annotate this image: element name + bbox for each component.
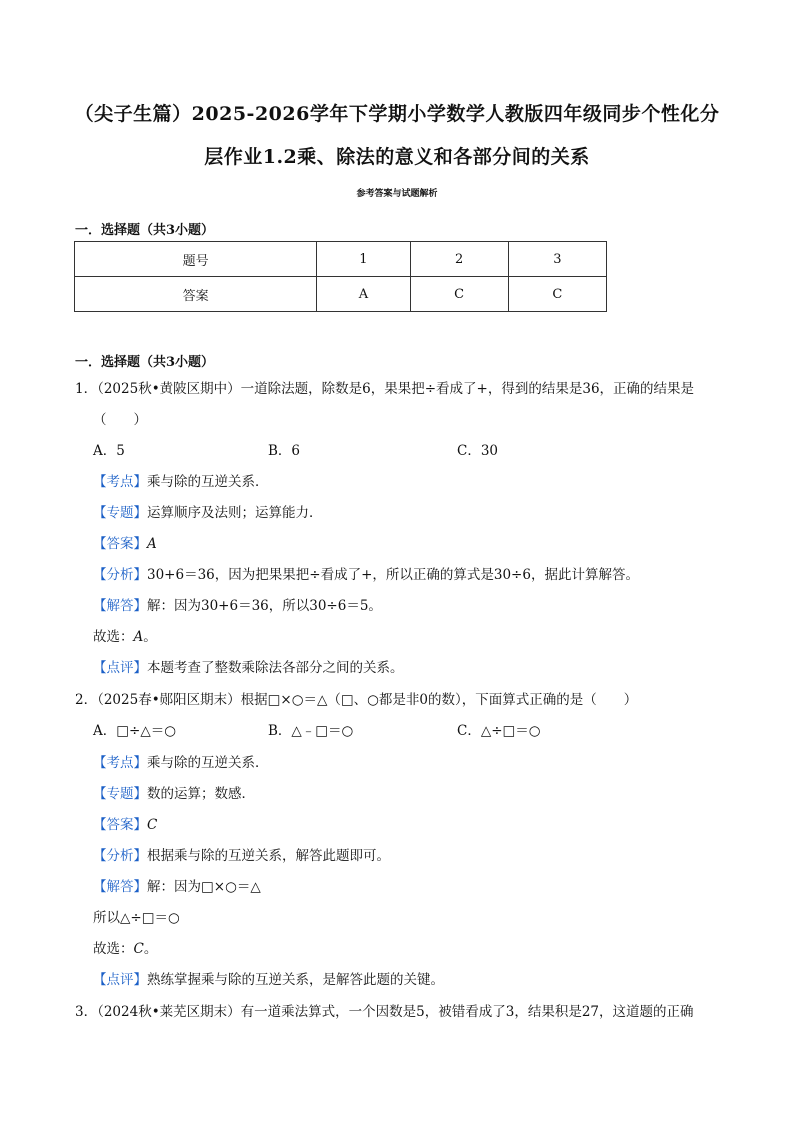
question-2-stem: 2．（2025春•郧阳区期末）根据□×○＝△（□、○都是非0的数），下面算式正确的是（ ）: [75, 692, 638, 708]
tag-label: 【点评】: [93, 660, 147, 676]
document-title-line2: 层作业1.2乘、除法的意义和各部分间的关系: [204, 146, 590, 168]
table-cell: 答案: [75, 277, 317, 312]
question-2-jieda: [93, 881, 261, 895]
kaodian-text: 乘与除的互逆关系．: [147, 474, 269, 490]
question-2-option-a: A．□÷△＝○: [93, 723, 176, 739]
section-heading-top: 一．选择题（共3小题）: [75, 223, 215, 238]
question-1-zhuanti: [93, 507, 323, 521]
table-cell: 2: [410, 242, 508, 277]
guxuan-letter: A: [133, 629, 144, 645]
kaodian-text: 乘与除的互逆关系．: [147, 755, 269, 771]
section-heading-detail: 一．选择题（共3小题）: [75, 355, 215, 370]
table-cell: C: [508, 277, 606, 312]
tag-label: 【解答】: [93, 879, 147, 895]
question-1-option-a: A．5: [93, 443, 125, 459]
question-1-dianping: [93, 662, 404, 676]
question-1-stem-paren: （ ）: [93, 412, 147, 428]
question-2-option-b: B．△﹣□＝○: [268, 723, 354, 739]
guxuan-suffix: 。: [143, 629, 157, 645]
question-2-jieda-line2: 所以△÷□＝○: [93, 910, 180, 926]
zhuanti-text: 数的运算；数感．: [147, 786, 255, 802]
guxuan-prefix: 故选：: [93, 629, 134, 645]
table-cell: 3: [508, 242, 606, 277]
question-1-option-c: C．30: [457, 443, 499, 459]
question-2-guxuan: [93, 943, 157, 957]
daan-text: C: [147, 817, 158, 833]
question-1-guxuan: [93, 631, 157, 645]
table-cell: 题号: [75, 242, 317, 277]
fenxi-text: 根据乘与除的互逆关系，解答此题即可。: [147, 848, 390, 864]
question-1-option-b: B．6: [268, 443, 301, 459]
question-2-fenxi: [93, 850, 390, 864]
tag-label: 【答案】: [93, 817, 147, 833]
guxuan-suffix: 。: [143, 941, 158, 957]
answer-table: [74, 241, 607, 312]
question-1-fenxi: [93, 569, 639, 583]
question-2-zhuanti: [93, 788, 255, 802]
guxuan-letter: C: [133, 941, 144, 957]
zhuanti-text: 运算顺序及法则；运算能力．: [147, 505, 323, 521]
tag-label: 【解答】: [93, 598, 147, 614]
dianping-text: 熟练掌握乘与除的互逆关系，是解答此题的关键。: [147, 972, 444, 988]
question-2-dianping: [93, 974, 444, 988]
document-title-line1: （尖子生篇）2025-2026学年下学期小学数学人教版四年级同步个性化分: [74, 103, 720, 125]
tag-label: 【考点】: [93, 474, 147, 490]
question-1-jieda: [93, 600, 382, 614]
question-2-option-c: C．△÷□＝○: [457, 723, 541, 739]
fenxi-text: 30+6＝36，因为把果果把÷看成了+，所以正确的算式是30÷6，据此计算解答。: [147, 567, 639, 583]
tag-label: 【分析】: [93, 567, 147, 583]
tag-label: 【考点】: [93, 755, 147, 771]
question-3-stem: 3．（2024秋•莱芜区期末）有一道乘法算式，一个因数是5，被错看成了3，结果积是27，这道题的正确: [75, 1004, 694, 1020]
jieda-text: 解：因为30+6＝36，所以30÷6＝5。: [147, 598, 382, 614]
table-row: [75, 277, 607, 312]
tag-label: 【分析】: [93, 848, 147, 864]
table-cell: C: [410, 277, 508, 312]
question-2-daan: [93, 819, 157, 833]
table-row: [75, 242, 607, 277]
question-1-kaodian: [93, 476, 269, 490]
question-1-daan: [93, 538, 157, 552]
dianping-text: 本题考查了整数乘除法各部分之间的关系。: [147, 660, 404, 676]
tag-label: 【点评】: [93, 972, 147, 988]
tag-label: 【专题】: [93, 505, 147, 521]
daan-text: A: [147, 536, 157, 552]
question-2-kaodian: [93, 757, 269, 771]
tag-label: 【专题】: [93, 786, 147, 802]
table-cell: A: [317, 277, 410, 312]
tag-label: 【答案】: [93, 536, 147, 552]
jieda-text: 解：因为□×○＝△: [147, 879, 261, 895]
table-cell: 1: [317, 242, 410, 277]
guxuan-prefix: 故选：: [93, 941, 134, 957]
document-subtitle: 参考答案与试题解析: [356, 189, 438, 199]
question-1-stem: 1．（2025秋•黄陂区期中）一道除法题，除数是6，果果把÷看成了+，得到的结果是36，正确的结果是: [75, 381, 695, 397]
